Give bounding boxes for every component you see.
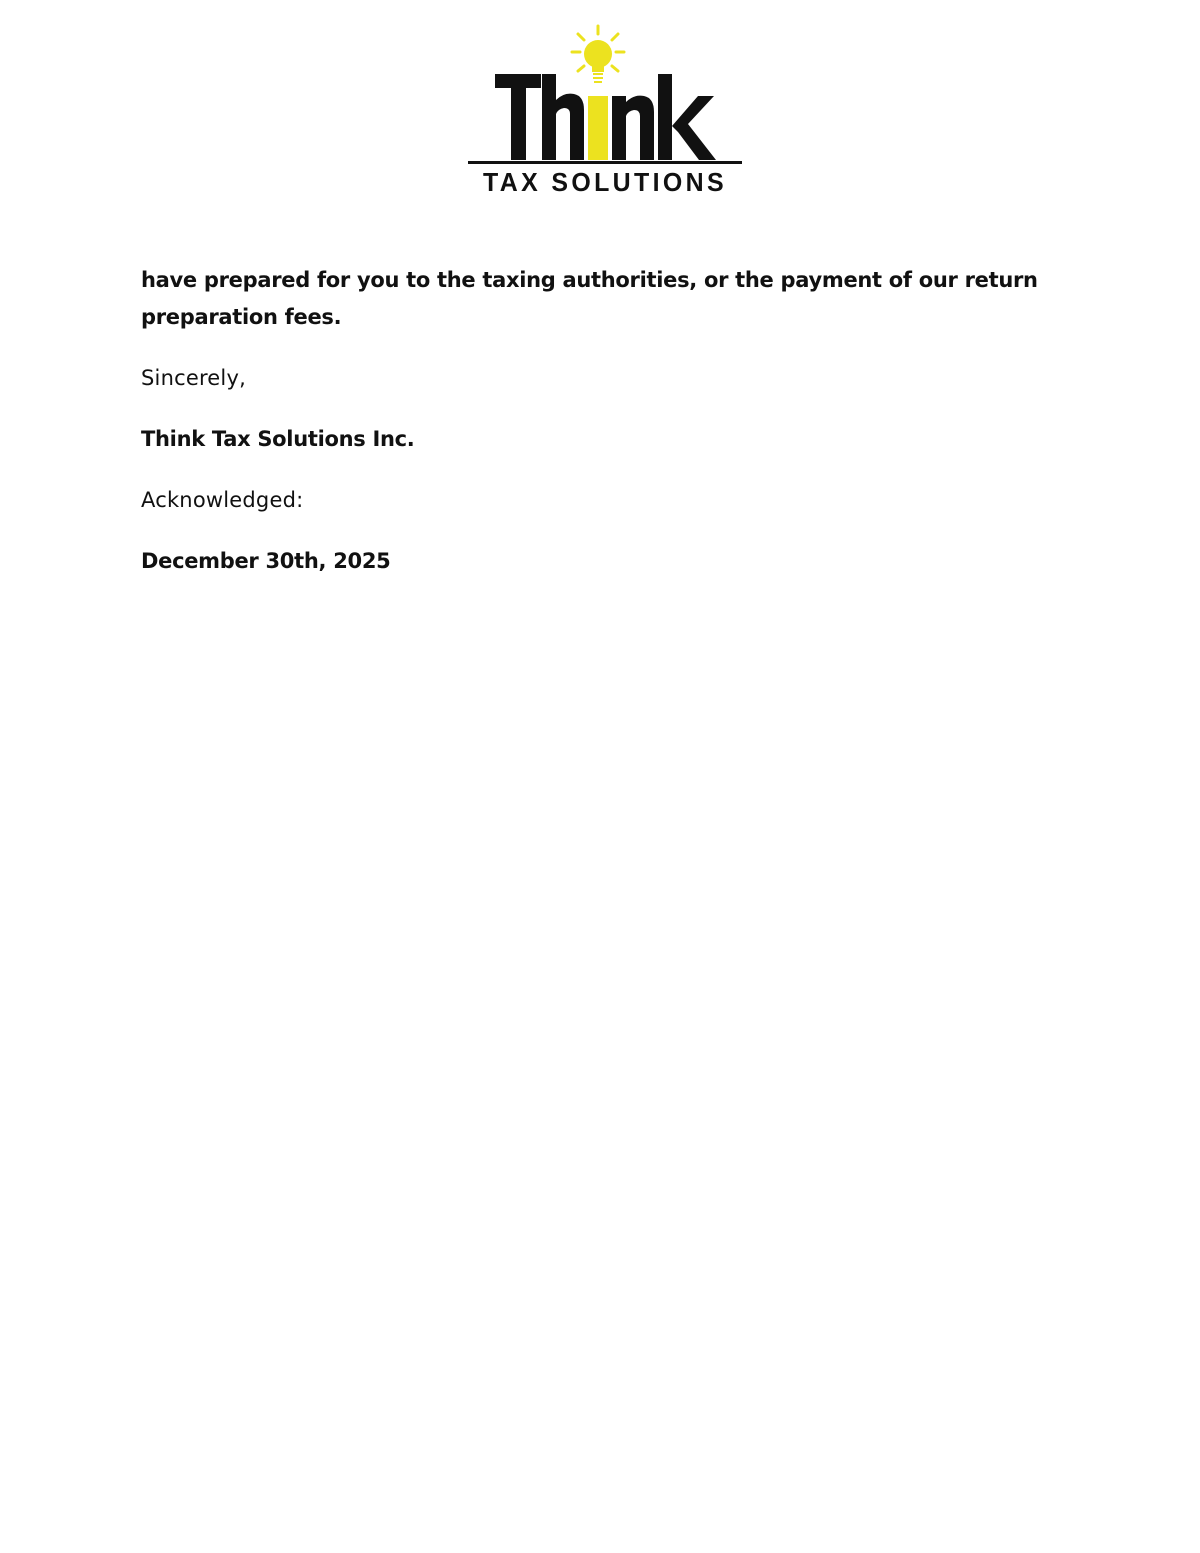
company-name: Think Tax Solutions Inc.	[141, 427, 415, 451]
acknowledged-label: Acknowledged:	[141, 488, 304, 512]
company-logo	[466, 22, 744, 200]
valediction: Sincerely,	[141, 366, 246, 390]
think-tax-solutions-logo	[466, 22, 744, 200]
letter-date: December 30th, 2025	[141, 549, 391, 573]
logo-tagline: TAX SOLUTIONS	[483, 167, 727, 197]
letter-body	[141, 262, 1041, 580]
closing-statement: have prepared for you to the taxing authorities, or the payment of our return preparation fees.	[141, 268, 1038, 329]
